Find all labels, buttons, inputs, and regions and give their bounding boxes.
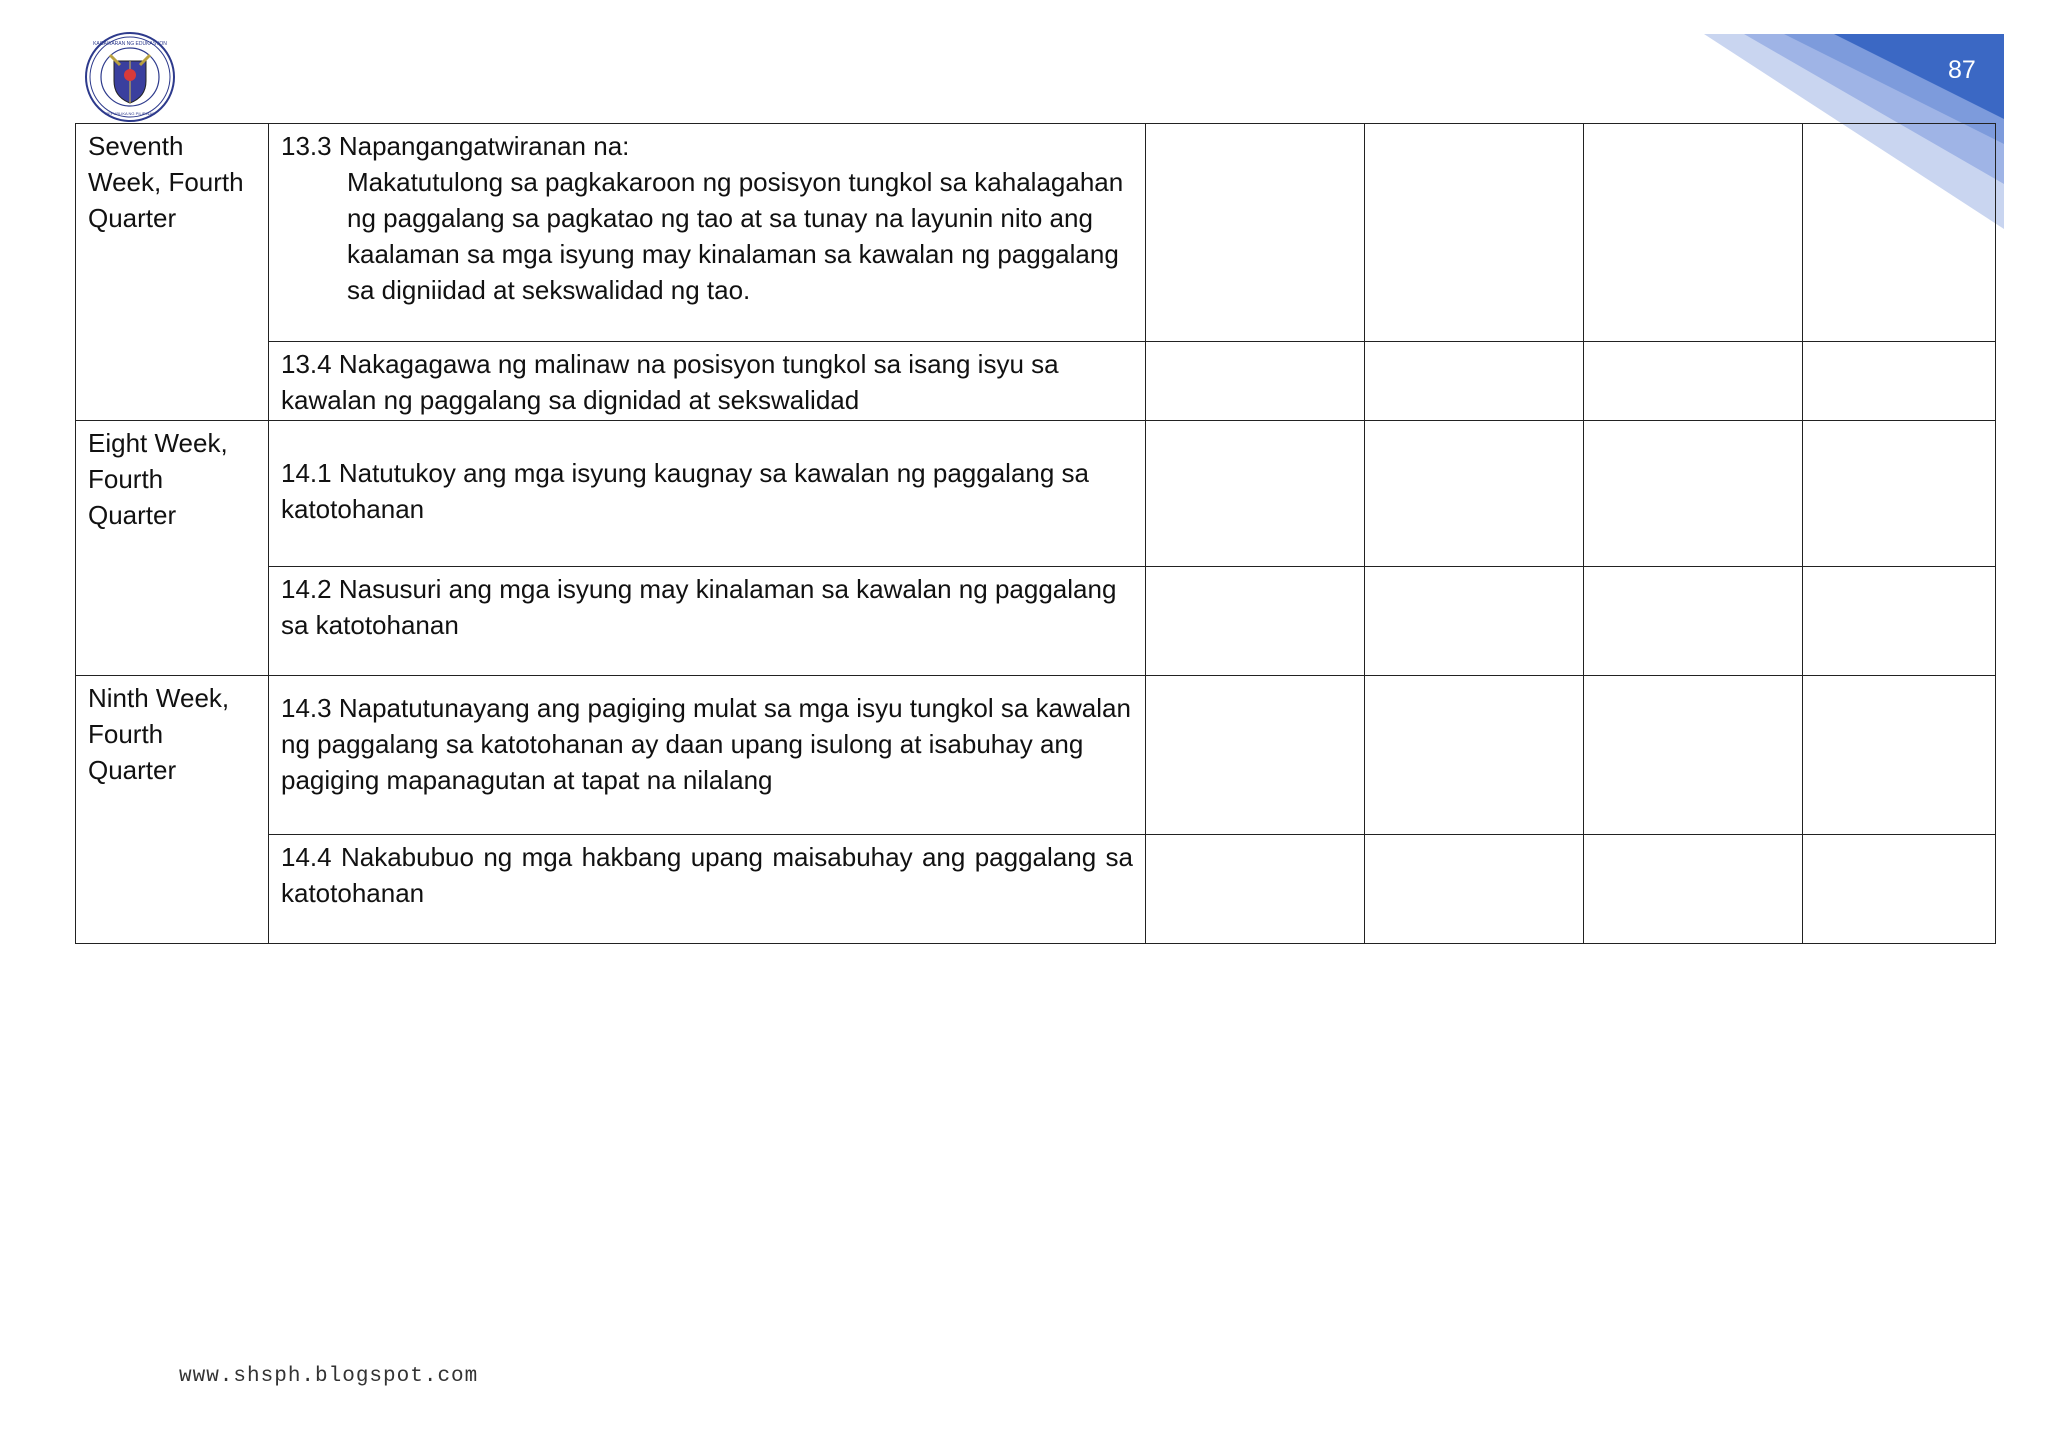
competency-cell: 14.3 Napatutunayang ang pagiging mulat sa mga isyu tungkol sa kawalan ng paggalang sa katotohanan ay daan upang isulong at isabuhay ang pagiging mapanagutan at tapat na nilalang <box>269 676 1146 835</box>
deped-seal-logo <box>84 31 176 123</box>
competency-cell: 14.2 Nasusuri ang mga isyung may kinalaman sa kawalan ng paggalang sa katotohanan <box>269 567 1146 676</box>
blank-cell <box>1803 124 1996 342</box>
competency-body: Makatutulong sa pagkakaroon ng posisyon tungkol sa kahalagahan ng paggalang sa pagkatao ng tao at sa tunay na layunin nito ang kaalaman sa mga isyung may kinalaman sa kawalan ng paggalang sa digniidad at sekswalidad ng tao. <box>347 167 1124 305</box>
blank-cell <box>1584 124 1803 342</box>
competency-cell: 14.4 Nakabubuo ng mga hakbang upang maisabuhay ang paggalang sa katotohanan <box>269 835 1146 944</box>
logo-text-top: KAGAWARAN NG EDUKASYON <box>93 41 167 47</box>
page-number: 87 <box>1948 56 1976 84</box>
table-row <box>76 835 1996 944</box>
competency-cell: 14.1 Natutukoy ang mga isyung kaugnay sa kawalan ng paggalang sa katotohanan <box>269 421 1146 567</box>
logo-text-bottom: REPUBLIKA NG PILIPINAS <box>105 111 155 116</box>
blank-cell <box>1584 567 1803 676</box>
blank-cell <box>1146 835 1365 944</box>
table-row <box>76 567 1996 676</box>
blank-cell <box>1146 567 1365 676</box>
blank-cell <box>1146 421 1365 567</box>
blank-cell <box>1365 421 1584 567</box>
blank-cell <box>1584 342 1803 421</box>
competency-lead: 13.3 Napangangatwiranan na: <box>281 131 630 161</box>
blank-cell <box>1365 676 1584 835</box>
blank-cell <box>1365 835 1584 944</box>
blank-cell <box>1584 676 1803 835</box>
week-cell: Seventh Week, Fourth Quarter <box>76 124 269 421</box>
blank-cell <box>1803 835 1996 944</box>
week-cell: Ninth Week, Fourth Quarter <box>76 676 269 944</box>
table-row <box>76 342 1996 421</box>
week-cell: Eight Week, Fourth Quarter <box>76 421 269 676</box>
blank-cell <box>1803 342 1996 421</box>
competency-cell: 13.4 Nakagagawa ng malinaw na posisyon tungkol sa isang isyu sa kawalan ng paggalang sa dignidad at sekswalidad <box>269 342 1146 421</box>
blank-cell <box>1803 421 1996 567</box>
blank-cell <box>1365 567 1584 676</box>
blank-cell <box>1365 124 1584 342</box>
blank-cell <box>1584 835 1803 944</box>
competency-cell <box>269 124 1146 342</box>
blank-cell <box>1803 676 1996 835</box>
competency-table <box>75 123 1996 944</box>
table-row <box>76 676 1996 835</box>
blank-cell <box>1146 342 1365 421</box>
blank-cell <box>1365 342 1584 421</box>
table-row <box>76 124 1996 342</box>
blank-cell <box>1146 676 1365 835</box>
blank-cell <box>1803 567 1996 676</box>
blank-cell <box>1146 124 1365 342</box>
blank-cell <box>1584 421 1803 567</box>
table-row <box>76 421 1996 567</box>
footer-url: www.shsph.blogspot.com <box>179 1365 479 1388</box>
